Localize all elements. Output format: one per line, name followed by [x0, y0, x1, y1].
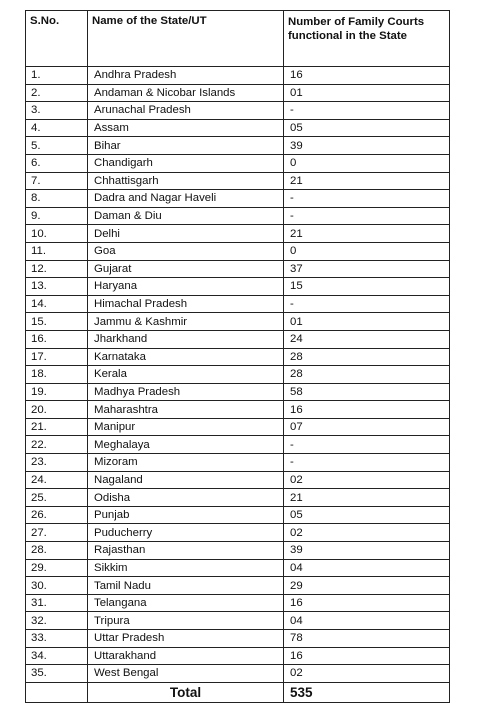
row-state-name: Maharashtra [88, 401, 284, 419]
row-sno: 15. [26, 313, 88, 331]
table-body [26, 67, 450, 683]
row-sno: 31. [26, 594, 88, 612]
row-sno: 14. [26, 295, 88, 313]
row-court-count: 21 [284, 225, 450, 243]
row-sno: 33. [26, 630, 88, 648]
table-row [26, 172, 450, 190]
row-sno: 10. [26, 225, 88, 243]
row-state-name: Madhya Pradesh [88, 383, 284, 401]
row-court-count: 05 [284, 506, 450, 524]
row-sno: 25. [26, 489, 88, 507]
row-state-name: Nagaland [88, 471, 284, 489]
table-row [26, 295, 450, 313]
row-state-name: Chandigarh [88, 154, 284, 172]
row-sno: 30. [26, 577, 88, 595]
header-state: Name of the State/UT [88, 11, 284, 67]
table-row [26, 471, 450, 489]
row-state-name: Meghalaya [88, 436, 284, 454]
row-state-name: Kerala [88, 366, 284, 384]
table-row [26, 418, 450, 436]
table-row [26, 647, 450, 665]
row-court-count: 16 [284, 401, 450, 419]
table-row [26, 190, 450, 208]
table-row [26, 348, 450, 366]
row-state-name: Rajasthan [88, 542, 284, 560]
table-row [26, 330, 450, 348]
table-row [26, 630, 450, 648]
row-court-count: 04 [284, 559, 450, 577]
table-row [26, 137, 450, 155]
table-row [26, 260, 450, 278]
row-sno: 24. [26, 471, 88, 489]
row-state-name: Telangana [88, 594, 284, 612]
table-row [26, 67, 450, 85]
row-court-count: 0 [284, 154, 450, 172]
table-row [26, 366, 450, 384]
row-sno: 13. [26, 278, 88, 296]
row-sno: 11. [26, 242, 88, 260]
row-court-count: 21 [284, 489, 450, 507]
table-row [26, 524, 450, 542]
header-row [26, 11, 450, 67]
row-state-name: Tripura [88, 612, 284, 630]
row-sno: 23. [26, 454, 88, 472]
row-court-count: 39 [284, 542, 450, 560]
row-court-count: 78 [284, 630, 450, 648]
row-state-name: Bihar [88, 137, 284, 155]
row-sno: 6. [26, 154, 88, 172]
row-state-name: Chhattisgarh [88, 172, 284, 190]
total-value: 535 [284, 682, 450, 702]
row-court-count: 07 [284, 418, 450, 436]
row-state-name: Manipur [88, 418, 284, 436]
row-court-count: 16 [284, 67, 450, 85]
row-court-count: - [284, 102, 450, 120]
row-court-count: 02 [284, 524, 450, 542]
table-row [26, 278, 450, 296]
row-sno: 27. [26, 524, 88, 542]
total-row [26, 682, 450, 702]
row-court-count: 15 [284, 278, 450, 296]
total-spacer [26, 682, 88, 702]
row-court-count: 16 [284, 647, 450, 665]
row-state-name: Sikkim [88, 559, 284, 577]
row-state-name: Assam [88, 119, 284, 137]
row-court-count: - [284, 436, 450, 454]
table-row [26, 577, 450, 595]
row-court-count: - [284, 190, 450, 208]
table-row [26, 506, 450, 524]
table-row [26, 542, 450, 560]
row-court-count: 01 [284, 84, 450, 102]
table-row [26, 665, 450, 683]
row-court-count: 21 [284, 172, 450, 190]
row-state-name: Punjab [88, 506, 284, 524]
table-row [26, 313, 450, 331]
row-state-name: West Bengal [88, 665, 284, 683]
row-sno: 1. [26, 67, 88, 85]
row-court-count: 0 [284, 242, 450, 260]
row-sno: 34. [26, 647, 88, 665]
row-state-name: Goa [88, 242, 284, 260]
row-state-name: Karnataka [88, 348, 284, 366]
row-court-count: 58 [284, 383, 450, 401]
row-sno: 32. [26, 612, 88, 630]
row-court-count: 37 [284, 260, 450, 278]
row-state-name: Uttar Pradesh [88, 630, 284, 648]
table-row [26, 559, 450, 577]
table-row [26, 225, 450, 243]
row-state-name: Gujarat [88, 260, 284, 278]
row-sno: 17. [26, 348, 88, 366]
table-row [26, 102, 450, 120]
row-court-count: 28 [284, 366, 450, 384]
row-court-count: 04 [284, 612, 450, 630]
row-state-name: Andaman & Nicobar Islands [88, 84, 284, 102]
table-row [26, 119, 450, 137]
row-state-name: Himachal Pradesh [88, 295, 284, 313]
table-row [26, 401, 450, 419]
row-court-count: 05 [284, 119, 450, 137]
row-sno: 8. [26, 190, 88, 208]
row-state-name: Puducherry [88, 524, 284, 542]
row-state-name: Delhi [88, 225, 284, 243]
row-sno: 19. [26, 383, 88, 401]
row-sno: 16. [26, 330, 88, 348]
row-court-count: 24 [284, 330, 450, 348]
row-sno: 28. [26, 542, 88, 560]
row-sno: 2. [26, 84, 88, 102]
table-row [26, 454, 450, 472]
row-court-count: 28 [284, 348, 450, 366]
row-court-count: 01 [284, 313, 450, 331]
row-state-name: Arunachal Pradesh [88, 102, 284, 120]
row-court-count: 02 [284, 665, 450, 683]
row-state-name: Daman & Diu [88, 207, 284, 225]
table-row [26, 594, 450, 612]
table-row [26, 242, 450, 260]
table-row [26, 207, 450, 225]
row-sno: 4. [26, 119, 88, 137]
row-state-name: Jammu & Kashmir [88, 313, 284, 331]
row-court-count: 29 [284, 577, 450, 595]
row-sno: 35. [26, 665, 88, 683]
table-header [26, 11, 450, 67]
row-sno: 22. [26, 436, 88, 454]
table-row [26, 154, 450, 172]
row-court-count: - [284, 454, 450, 472]
row-sno: 12. [26, 260, 88, 278]
family-courts-table [25, 10, 450, 703]
row-sno: 26. [26, 506, 88, 524]
row-court-count: - [284, 295, 450, 313]
row-court-count: 02 [284, 471, 450, 489]
row-state-name: Mizoram [88, 454, 284, 472]
row-state-name: Haryana [88, 278, 284, 296]
header-courts: Number of Family Courts functional in the State [284, 11, 450, 67]
table-footer [26, 682, 450, 702]
row-sno: 29. [26, 559, 88, 577]
header-sno: S.No. [26, 11, 88, 67]
table-row [26, 489, 450, 507]
row-court-count: 39 [284, 137, 450, 155]
row-state-name: Uttarakhand [88, 647, 284, 665]
row-sno: 20. [26, 401, 88, 419]
row-state-name: Tamil Nadu [88, 577, 284, 595]
total-label: Total [88, 682, 284, 702]
row-state-name: Odisha [88, 489, 284, 507]
row-state-name: Dadra and Nagar Haveli [88, 190, 284, 208]
row-state-name: Andhra Pradesh [88, 67, 284, 85]
row-sno: 5. [26, 137, 88, 155]
table-row [26, 84, 450, 102]
row-state-name: Jharkhand [88, 330, 284, 348]
row-sno: 18. [26, 366, 88, 384]
row-sno: 21. [26, 418, 88, 436]
row-court-count: - [284, 207, 450, 225]
table-row [26, 612, 450, 630]
table-row [26, 436, 450, 454]
row-sno: 9. [26, 207, 88, 225]
row-court-count: 16 [284, 594, 450, 612]
row-sno: 7. [26, 172, 88, 190]
row-sno: 3. [26, 102, 88, 120]
table-row [26, 383, 450, 401]
